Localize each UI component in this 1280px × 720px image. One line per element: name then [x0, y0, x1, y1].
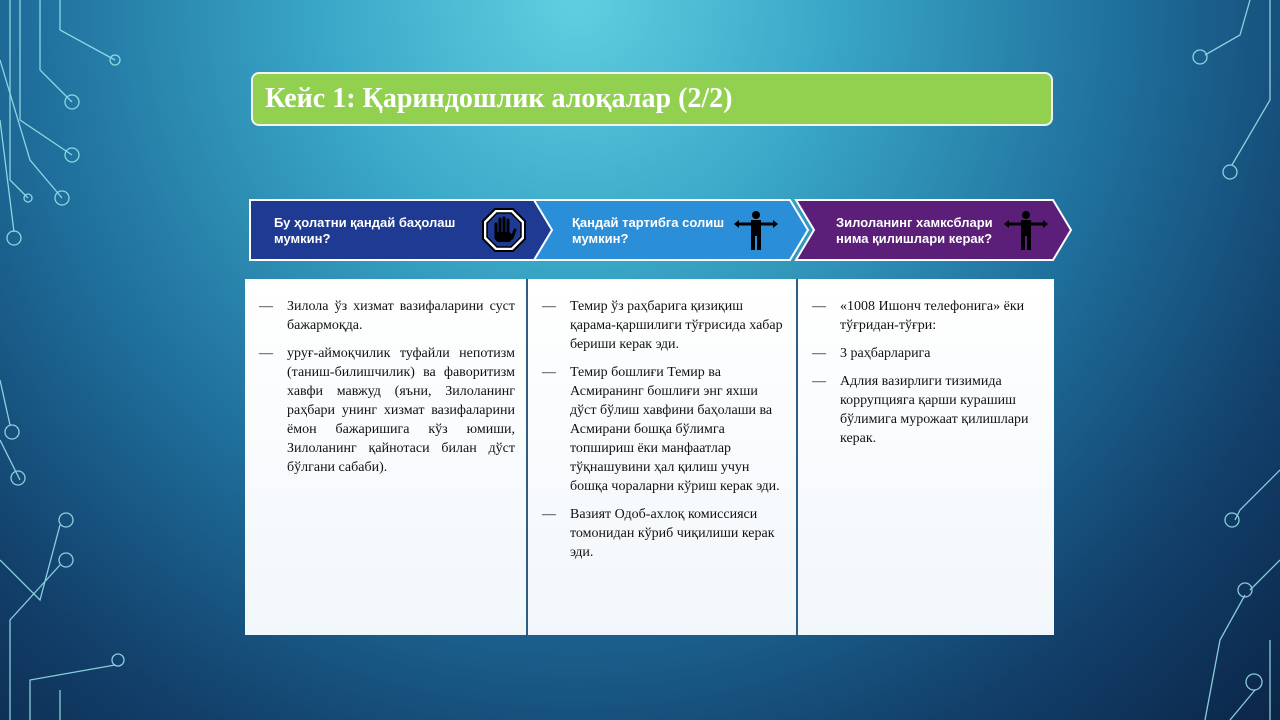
step-2-label: Қандай тартибга солиш мумкин? — [572, 215, 725, 246]
list-item: — Темир бошлиғи Темир ва Асмиранинг бошлиғи энг яхши дўст бўлиш хавфини баҳолаши ва Асмирани бошқа бўлимга топшириш ёки манфаатлар тўқнашувини ҳал қилиш учун бошқа чораларни кўриш керак эди. — [542, 365, 780, 494]
slide-title: Кейс 1: Қариндошлик алоқалар (2/2) — [265, 83, 733, 114]
list-item: — Зилола ўз хизмат вазифаларини суст бажармоқда. — [259, 299, 515, 333]
column-assessment — [245, 279, 527, 635]
list-item: — Адлия вазирлиги тизимида коррупцияга қарши курашиш бўлимига мурожаат қилишлари керак. — [812, 374, 1029, 446]
list-item: — «1008 Ишонч телефонига» ёки тўғридан-тўғри: — [812, 299, 1025, 333]
step-3-label: Зилоланинг хамксблари нима қилишлари керак? — [836, 215, 993, 246]
step-1-label: Бу ҳолатни қандай баҳолаш мумкин? — [274, 215, 456, 246]
column-colleagues — [798, 279, 1054, 635]
column-regulation — [528, 279, 796, 635]
list-item: — Вазият Одоб-ахлоқ комиссияси томонидан кўриб чиқилиши керак эди. — [542, 507, 775, 560]
slide-title-box — [251, 72, 1053, 126]
list-item: — 3 раҳбарларига — [812, 346, 931, 361]
list-item: — Темир ўз раҳбарига қизиқиш қарама-қаршилиги тўғрисида хабар бериши керак эди. — [542, 299, 783, 352]
stop-hand-icon — [483, 209, 525, 251]
list-item: — уруғ-аймоқчилик туфайли непотизм (таниш-билишчилик) ва фаворитизм хавфи мавжуд (яъни, Зилоланинг раҳбари унинг хизмат вазифаларини ёмон бажаришига кўз юмиши, Зилоланинг қайнотаси билан дўст бўлгани сабаби). — [259, 346, 515, 475]
